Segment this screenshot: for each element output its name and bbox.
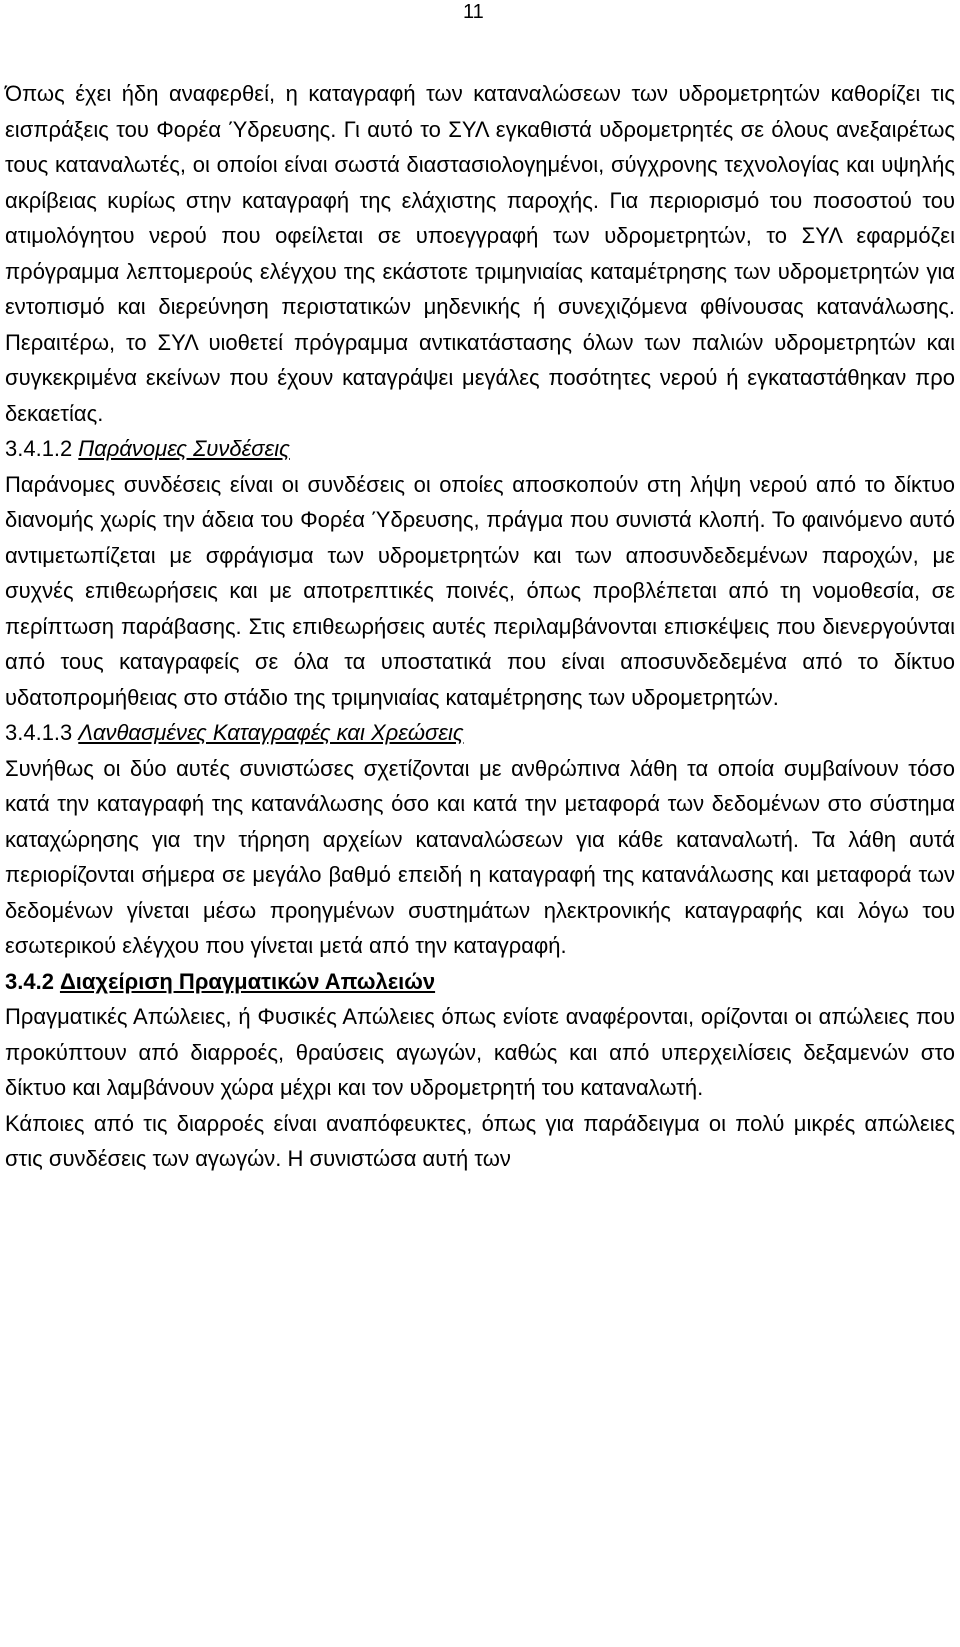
page-number: 11 xyxy=(463,1,484,23)
paragraph-unavoidable-leaks: Κάποιες από τις διαρροές είναι αναπόφευκτες, όπως για παράδειγμα οι πολύ μικρές απώλειες στις συνδέσεις των αγωγών. Η συνιστώσα αυτή των xyxy=(5,1110,955,1171)
section-heading-erroneous-records xyxy=(5,715,955,751)
section-number: 3.4.1.3 xyxy=(5,720,73,745)
paragraph-real-losses-definition: Πραγματικές Απώλειες, ή Φυσικές Απώλειες όπως ενίοτε αναφέρονται, ορίζονται οι απώλειες που προκύπτουν από διαρροές, θραύσεις αγωγών, καθώς και από υπερχειλίσεις δεξαμενών στο δίκτυο και λαμβάνουν χώρα μέχρι και τον υδρομετρητή του καταναλωτή. xyxy=(5,1004,955,1100)
section-title: Παράνομες Συνδέσεις xyxy=(78,436,290,461)
paragraph-illegal-connections: Παράνομες συνδέσεις είναι οι συνδέσεις οι οποίες αποσκοπούν στη λήψη νερού από το δίκτυο διανομής χωρίς την άδεια του Φορέα Ύδρευσης, πράγμα που συνιστά κλοπή. Το φαινόμενο αυτό αντιμετωπίζεται με σφράγισμα των υδρομετρητών και των αποσυνδεδεμένων παροχών, με συχνές επιθεωρήσεις και με αποτρεπτικές ποινές, όπως προβλέπεται από τη νομοθεσία, σε περίπτωση παράβασης. Στις επιθεωρήσεις αυτές περιλαμβάνονται επισκέψεις που διενεργούνται από τους καταγραφείς σε όλα τα υποστατικά που είναι αποσυνδεδεμένα από το δίκτυο υδατοπρομήθειας στο στάδιο της τριμηνιαίας καταμέτρησης των υδρομετρητών. xyxy=(5,471,955,710)
section-title: Διαχείριση Πραγματικών Απωλειών xyxy=(59,968,436,994)
page-content xyxy=(5,76,955,1177)
paragraph-water-meter-recording: Όπως έχει ήδη αναφερθεί, η καταγραφή των καταναλώσεων των υδρομετρητών καθορίζει τις εισπράξεις του Φορέα Ύδρευσης. Γι αυτό το ΣΥΛ εγκαθιστά υδρομετρητές σε όλους ανεξαιρέτως τους καταναλωτές, οι οποίοι είναι σωστά διαστασιολογημένοι, σύγχρονης τεχνολογίας και υψηλής ακρίβειας κυρίως στην καταγραφή της ελάχιστης παροχής. Για περιορισμό του ποσοστού του ατιμολόγητου νερού που οφείλεται σε υποεγγραφή των υδρομετρητών, το ΣΥΛ εφαρμόζει πρόγραμμα λεπτομερούς ελέγχου της εκάστοτε τριμηνιαίας καταμέτρησης των υδρομετρητών για εντοπισμό και διερεύνηση περιστατικών μηδενικής ή συνεχιζόμενα φθίνουσας κατανάλωσης. Περαιτέρω, το ΣΥΛ υιοθετεί πρόγραμμα αντικατάστασης όλων των παλιών υδρομετρητών και συγκεκριμένα εκείνων που έχουν καταγράψει μεγάλες ποσότητες νερού ή εγκαταστάθηκαν προ δεκαετίας. xyxy=(5,81,955,426)
section-number: 3.4.1.2 xyxy=(5,436,73,461)
paragraph-erroneous-records: Συνήθως οι δύο αυτές συνιστώσες σχετίζονται με ανθρώπινα λάθη τα οποία συμβαίνουν τόσο κατά την καταγραφή της κατανάλωσης όσο και κατά την μεταφορά των δεδομένων στο σύστημα καταχώρησης για την τήρηση αρχείων καταναλώσεων για κάθε καταναλωτή. Τα λάθη αυτά περιορίζονται σήμερα σε μεγάλο βαθμό επειδή η καταγραφή της κατανάλωσης και μεταφορά των δεδομένων γίνεται μέσω προηγμένων συστημάτων ηλεκτρονικής καταγραφής και λόγω του εσωτερικού ελέγχου που γίνεται μετά από την καταγραφή. xyxy=(5,755,955,958)
section-heading-real-losses xyxy=(5,964,955,1000)
section-number: 3.4.2 xyxy=(5,968,54,994)
section-heading-illegal-connections xyxy=(5,431,955,467)
section-title: Λανθασμένες Καταγραφές και Χρεώσεις xyxy=(78,720,464,745)
